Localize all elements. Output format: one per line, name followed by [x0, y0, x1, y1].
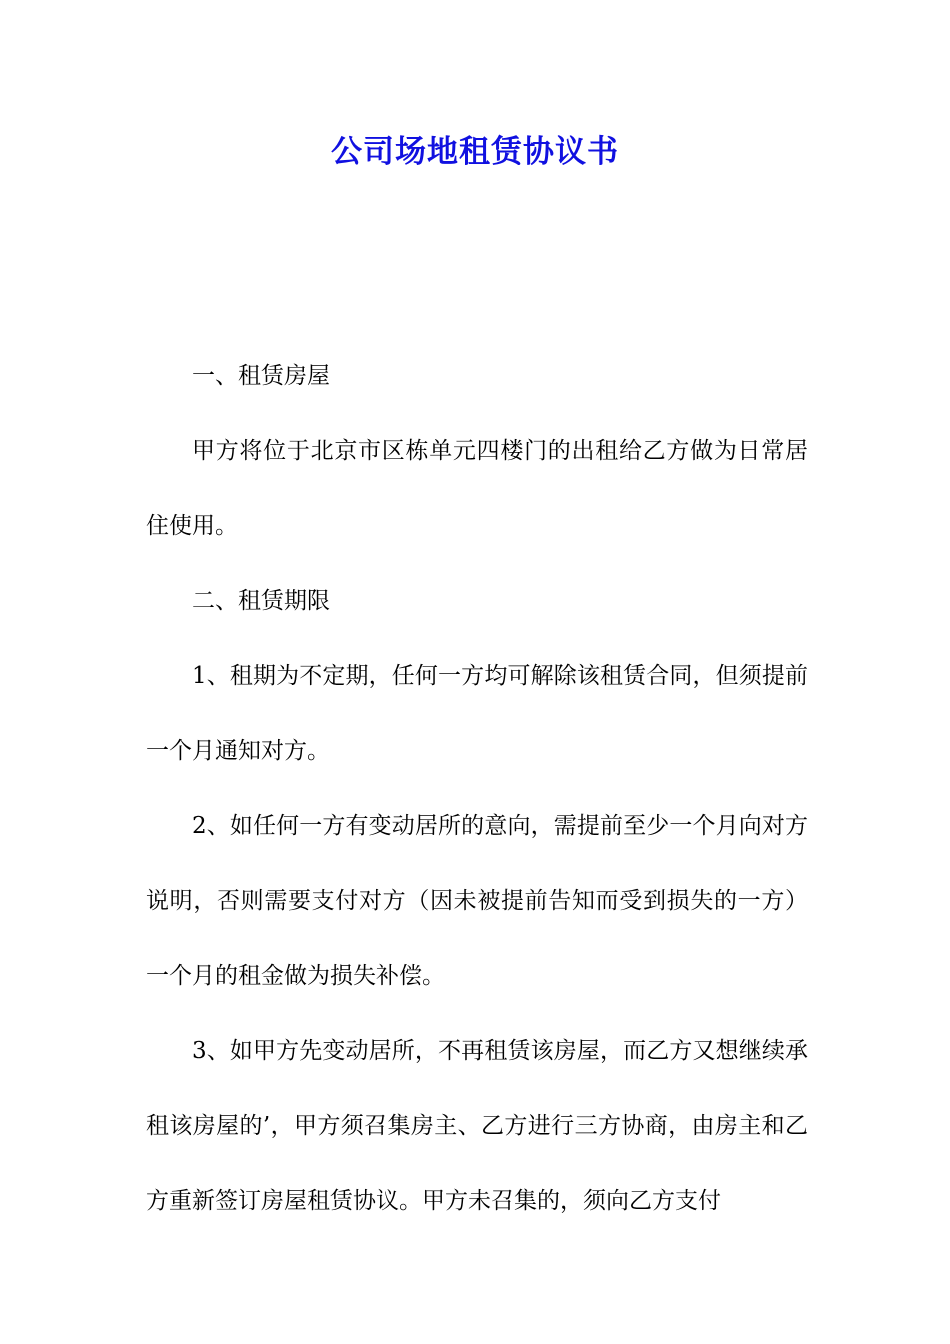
- paragraph-property-description: 甲方将位于北京市区栋单元四楼门的出租给乙方做为日常居住使用。: [146, 438, 808, 539]
- clause-3: 3、如甲方先变动居所，不再租赁该房屋，而乙方又想继续承租该房屋的’，甲方须召集房主、乙方进行三方协商，由房主和乙方重新签订房屋租赁协议。甲方未召集的，须向乙方支付: [146, 1038, 808, 1214]
- clause-2: 2、如任何一方有变动居所的意向，需提前至少一个月向对方说明，否则需要支付对方（因未被提前告知而受到损失的一方）一个月的租金做为损失补偿。: [146, 813, 808, 989]
- document-body: [146, 339, 808, 1239]
- clause-1: 1、租期为不定期，任何一方均可解除该租赁合同，但须提前一个月通知对方。: [146, 663, 808, 764]
- section-heading-rental-term: 二、租赁期限: [192, 588, 330, 614]
- document-title: 公司场地租赁协议书: [331, 134, 619, 170]
- section-heading-rental-property: 一、租赁房屋: [192, 363, 330, 389]
